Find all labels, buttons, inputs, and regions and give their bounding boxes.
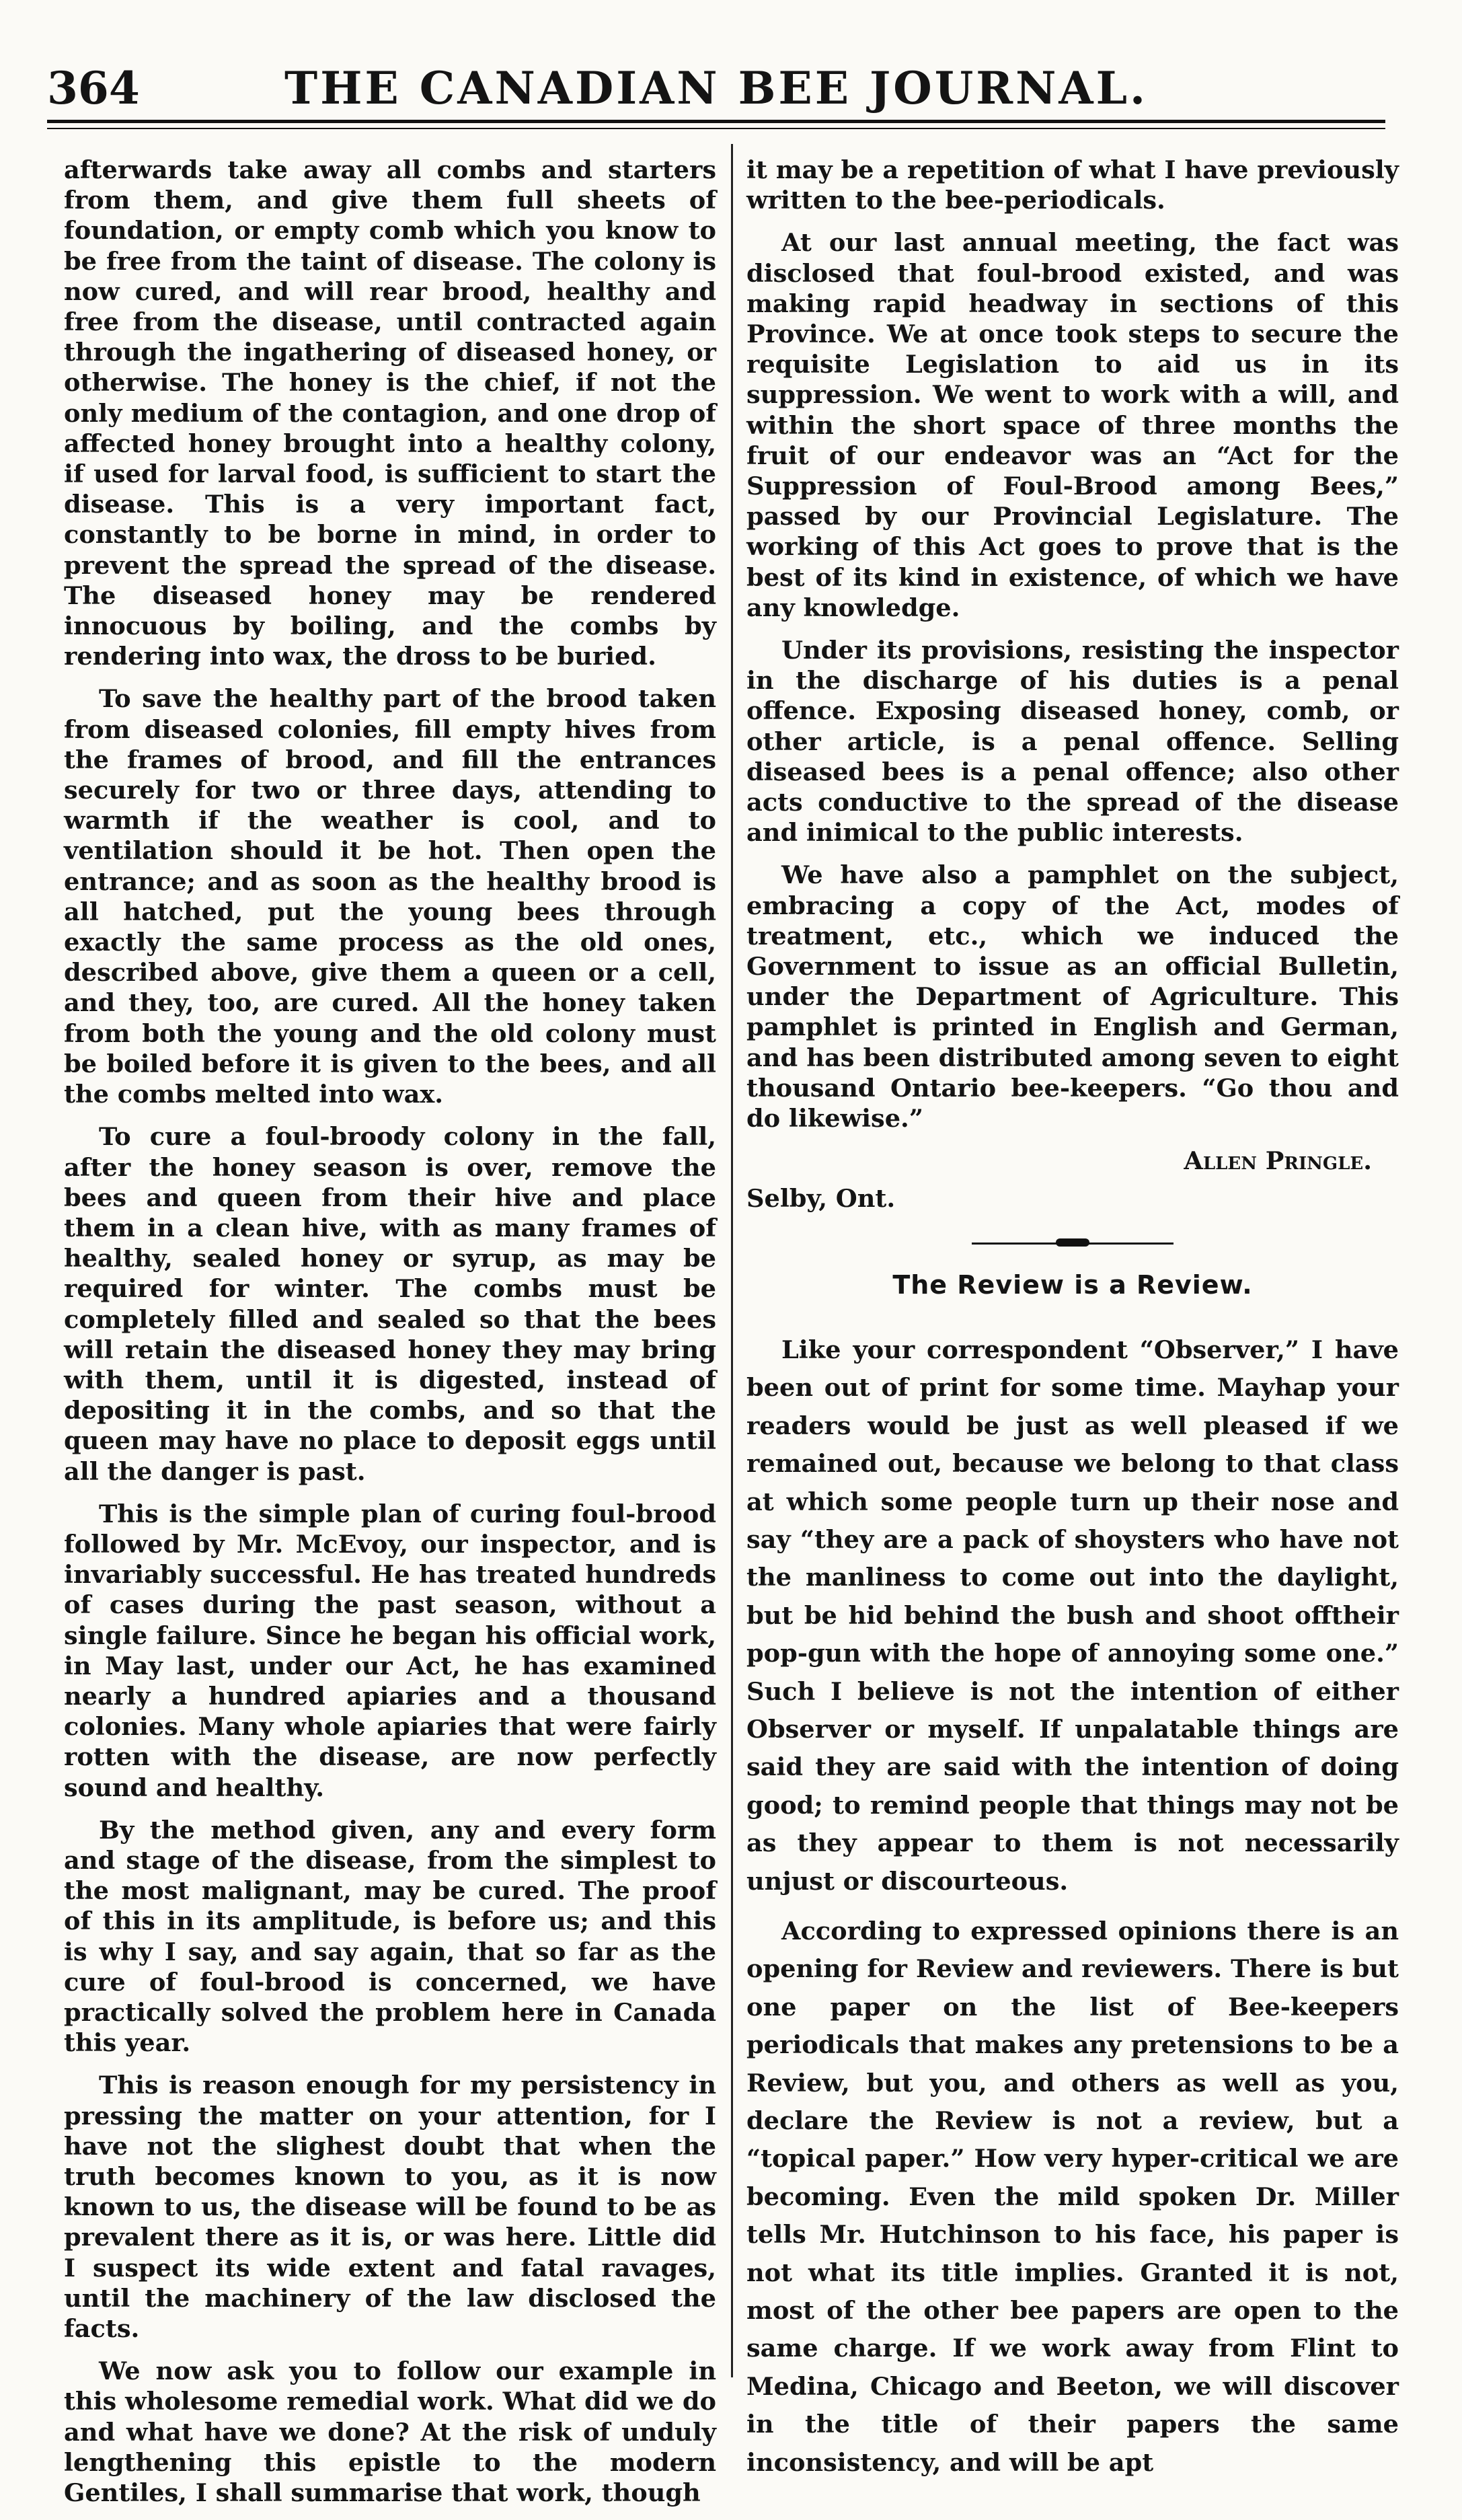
page-header bbox=[47, 62, 1385, 114]
page-number: 364 bbox=[47, 62, 140, 114]
review-article bbox=[746, 1331, 1399, 2482]
paragraph: This is reason enough for my persistency in pressing the matter on your attention, for I have not the slighest doubt that when the truth becomes known to you, as it is now known to us, the disease will be found to be as prevalent there as it is, or was here. Little did I suspect its wide extent and fatal ravages, until the machinery of the law disclosed the facts. bbox=[64, 2071, 716, 2344]
section-ornament bbox=[972, 1240, 1174, 1246]
paragraph: We now ask you to follow our example in this wholesome remedial work. What did we do and what have we done? At the risk of unduly lengthening this epistle to the modern Gentiles, I shall summarise that work, though bbox=[64, 2357, 716, 2508]
right-column bbox=[746, 155, 1399, 2494]
header-rule-thin bbox=[47, 128, 1385, 129]
paragraph: Under its provisions, resisting the inspector in the discharge of his duties is a penal offence. Exposing diseased honey, comb, or other article, is a penal offence. Selling diseased bees is a penal offence; also other acts conductive to the spread of the disease and inimical to the public interests. bbox=[746, 636, 1399, 848]
author-signature: Allen Pringle. bbox=[1184, 1146, 1372, 1176]
paragraph: We have also a pamphlet on the subject, embracing a copy of the Act, modes of treatment, etc., which we induced the Government to issue as an official Bulletin, under the Department of Agriculture. This pamphlet is printed in English and German, and has been distributed among seven to eight thousand Ontario bee-keepers. “Go thou and do likewise.” bbox=[746, 860, 1399, 1134]
author-location: Selby, Ont. bbox=[746, 1183, 896, 1213]
column-divider bbox=[731, 144, 733, 2377]
paragraph: According to expressed opinions there is an opening for Review and reviewers. There is but one paper on the list of Bee-keepers periodicals that makes any pretensions to be a Review, but you, and others as well as you, declare the Review is not a review, but a “topical paper.” How very hyper-critical we are becoming. Even the mild spoken Dr. Miller tells Mr. Hutchinson to his face, his paper is not what its title implies. Granted it is not, most of the other bee papers are open to the same charge. If we work away from Flint to Medina, Chicago and Beeton, we will discover in the title of their papers the same inconsistency, and will be apt bbox=[746, 1917, 1399, 2477]
section-heading: The Review is a Review. bbox=[892, 1269, 1253, 1300]
left-column bbox=[64, 155, 716, 2520]
paragraph: afterwards take away all combs and starters from them, and give them full sheets of foundation, or empty comb which you know to be free from the taint of disease. The colony is now cured, and will rear brood, healthy and free from the disease, until contracted again through the ingathering of diseased honey, or otherwise. The honey is the chief, if not the only medium of the contagion, and one drop of affected honey brought into a healthy colony, if used for larval food, is sufficient to start the disease. This is a very important fact, constantly to be borne in mind, in order to prevent the spread the spread of the disease. The diseased honey may be rendered innocuous by boiling, and the combs by rendering into wax, the dross to be buried. bbox=[64, 155, 716, 671]
paragraph: Like your correspondent “Observer,” I have been out of print for some time. Mayhap your readers would be just as well pleased if we remained out, because we belong to that class at which some people turn up their nose and say “they are a pack of shoysters who have not the manliness to come out into the daylight, but be hid behind the bush and shoot offtheir pop-gun with the hope of annoying some one.” Such I believe is not the intention of either Observer or myself. If unpalatable things are said they are said with the intention of doing good; to remind people that things may not be as they appear to them is not necessarily unjust or discourteous. bbox=[746, 1335, 1399, 1896]
header-rule bbox=[47, 120, 1385, 123]
paragraph: To cure a foul-broody colony in the fall, after the honey season is over, remove the bees and queen from their hive and place them in a clean hive, with as many frames of healthy, sealed honey or syrup, as may be required for winter. The combs must be completely filled and sealed so that the bees will retain the diseased honey they may bring with them, until it is digested, instead of depositing it in the combs, and so that the queen may have no place to deposit eggs until all the danger is past. bbox=[64, 1122, 716, 1486]
paragraph: it may be a repetition of what I have previously written to the bee-periodicals. bbox=[746, 155, 1399, 215]
paragraph: This is the simple plan of curing foul-brood followed by Mr. McEvoy, our inspector, and is invariably successful. He has treated hundreds of cases during the past season, without a single failure. Since he began his official work, in May last, under our Act, he has examined nearly a hundred apiaries and a thousand colonies. Many whole apiaries that were fairly rotten with the disease, are now perfectly sound and healthy. bbox=[64, 1499, 716, 1802]
paragraph: To save the healthy part of the brood taken from diseased colonies, fill empty hives from the frames of brood, and fill the entrances securely for two or three days, attending to warmth if the weather is cool, and to ventilation should it be hot. Then open the entrance; and as soon as the healthy brood is all hatched, put the young bees through exactly the same process as the old ones, described above, give them a queen or a cell, and they, too, are cured. All the honey taken from both the young and the old colony must be boiled before it is given to the bees, and all the combs melted into wax. bbox=[64, 684, 716, 1109]
paragraph: By the method given, any and every form and stage of the disease, from the simplest to the most malignant, may be cured. The proof of this in its amplitude, is before us; and this is why I say, and say again, that so far as the cure of foul-brood is concerned, we have practically solved the problem here in Canada this year. bbox=[64, 1815, 716, 2058]
journal-title: THE CANADIAN BEE JOURNAL. bbox=[284, 62, 1149, 114]
paragraph: At our last annual meeting, the fact was disclosed that foul-brood existed, and was making rapid headway in sections of this Province. We at once took steps to secure the requisite Legislation to aid us in its suppression. We went to work with a will, and within the short space of three months the fruit of our endeavor was an “Act for the Suppression of Foul-Brood among Bees,” passed by our Provincial Legislature. The working of this Act goes to prove that is the best of its kind in existence, of which we have any knowledge. bbox=[746, 228, 1399, 622]
